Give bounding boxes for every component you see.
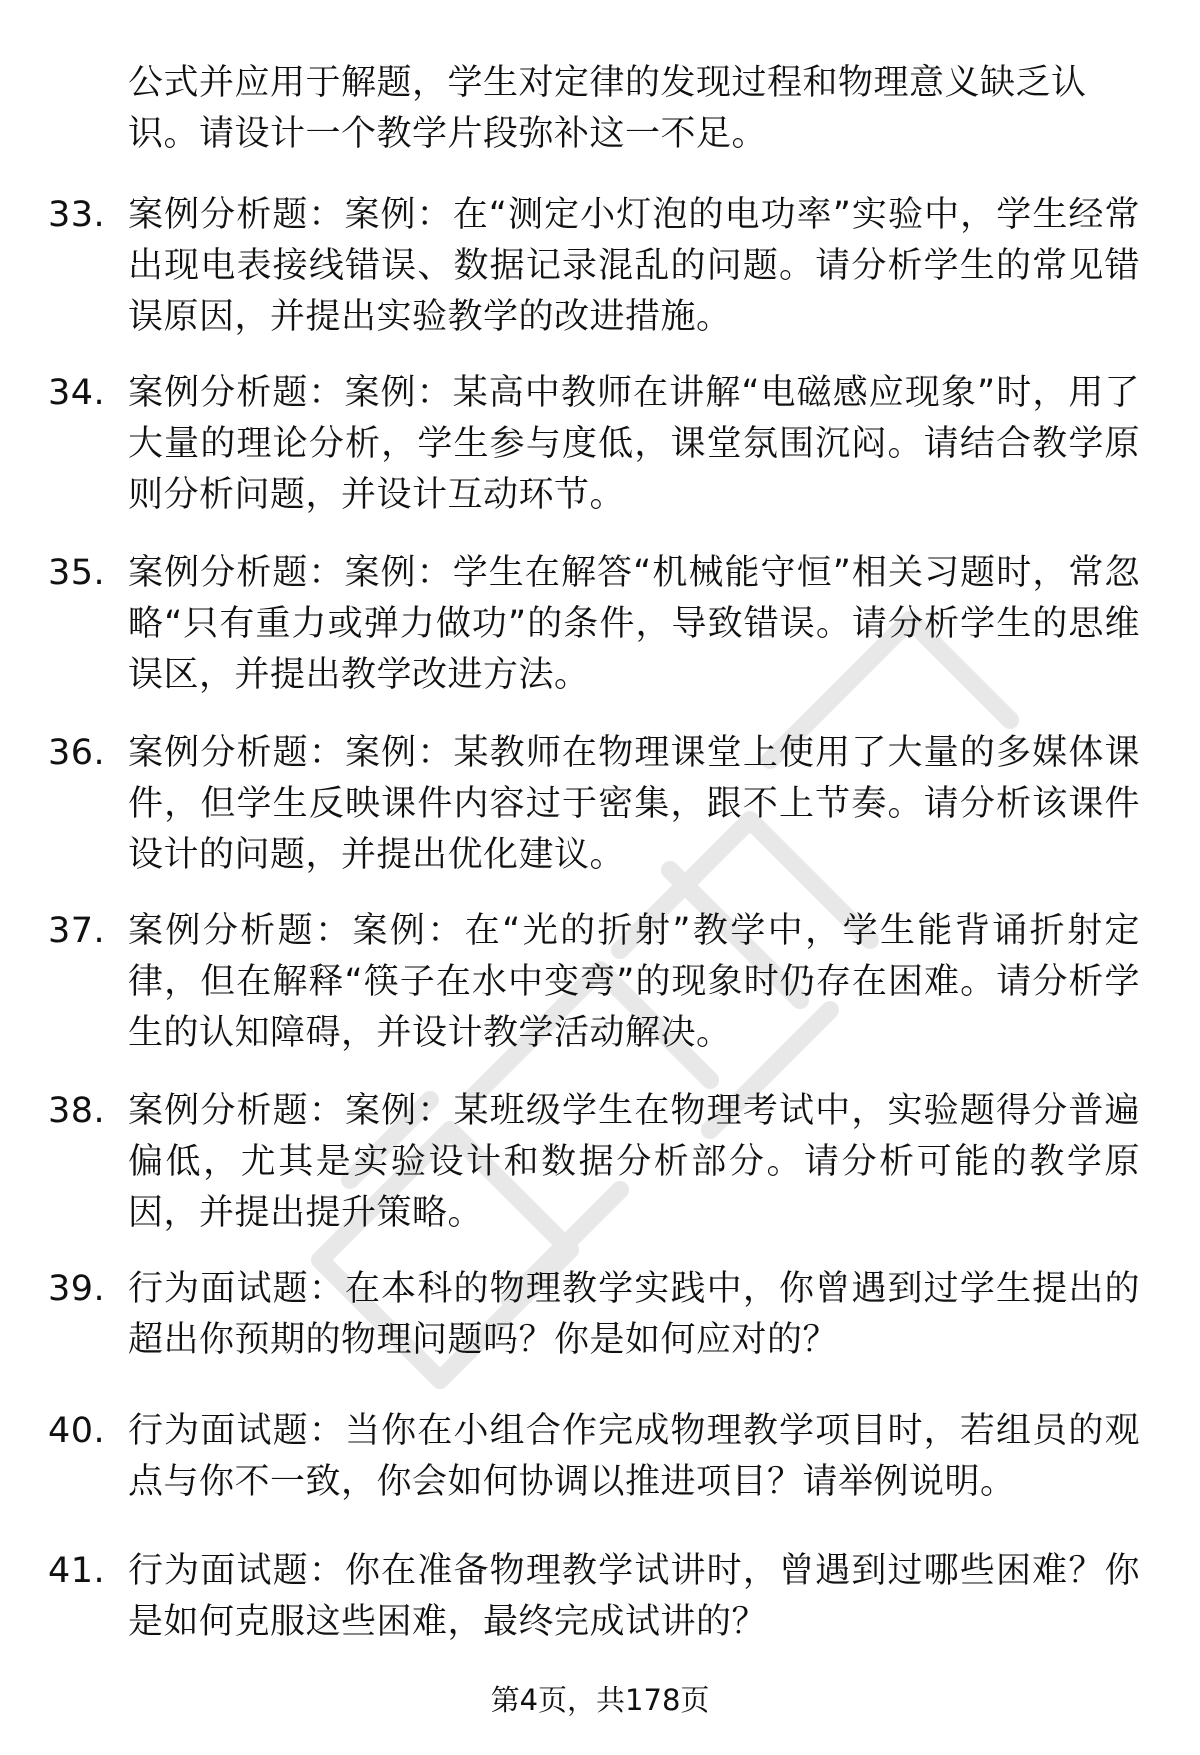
- question-text: 行为面试题：你在准备物理教学试讲时，曾遇到过哪些困难？你是如何克服这些困难，最终完成试讲的？: [128, 1551, 1140, 1642]
- question-text: 案例分析题：案例：某高中教师在讲解“电磁感应现象”时，用了大量的理论分析，学生参与度低，课堂氛围沉闷。请结合教学原则分析问题，并设计互动环节。: [128, 373, 1140, 515]
- question-number: 41.: [48, 1551, 106, 1591]
- question-item: [48, 1406, 1140, 1508]
- question-item: [48, 906, 1140, 1059]
- question-item: [48, 1546, 1140, 1648]
- question-number: 40.: [48, 1411, 106, 1451]
- question-number: 38.: [48, 1091, 106, 1131]
- question-text: 案例分析题：案例：某教师在物理课堂上使用了大量的多媒体课件，但学生反映课件内容过于密集，跟不上节奏。请分析该课件设计的问题，并提出优化建议。: [128, 733, 1140, 875]
- question-text: 案例分析题：案例：学生在解答“机械能守恒”相关习题时，常忽略“只有重力或弹力做功”的条件，导致错误。请分析学生的思维误区，并提出教学改进方法。: [128, 553, 1140, 695]
- continued-question-text: 公式并应用于解题，学生对定律的发现过程和物理意义缺乏认识。请设计一个教学片段弥补这一不足。: [128, 63, 1087, 154]
- question-item: [48, 1264, 1140, 1366]
- question-number: 39.: [48, 1269, 106, 1309]
- question-number: 33.: [48, 195, 106, 235]
- page-footer: 第4页，共178页: [490, 1683, 710, 1717]
- question-text: 案例分析题：案例：在“光的折射”教学中，学生能背诵折射定律，但在解释“筷子在水中变弯”的现象时仍存在困难。请分析学生的认知障碍，并设计教学活动解决。: [128, 911, 1140, 1053]
- question-text: 案例分析题：案例：在“测定小灯泡的电功率”实验中，学生经常出现电表接线错误、数据记录混乱的问题。请分析学生的常见错误原因，并提出实验教学的改进措施。: [128, 195, 1140, 337]
- question-item: [48, 368, 1140, 521]
- question-text: 行为面试题：在本科的物理教学实践中，你曾遇到过学生提出的超出你预期的物理问题吗？你是如何应对的？: [128, 1269, 1140, 1360]
- question-item: [48, 728, 1140, 881]
- question-number: 36.: [48, 733, 106, 773]
- question-text: 行为面试题：当你在小组合作完成物理教学项目时，若组员的观点与你不一致，你会如何协调以推进项目？请举例说明。: [128, 1411, 1140, 1502]
- question-item: [48, 190, 1140, 343]
- question-text: 案例分析题：案例：某班级学生在物理考试中，实验题得分普遍偏低，尤其是实验设计和数据分析部分。请分析可能的教学原因，并提出提升策略。: [128, 1091, 1140, 1233]
- question-number: 35.: [48, 553, 106, 593]
- question-number: 37.: [48, 911, 106, 951]
- question-number: 34.: [48, 373, 106, 413]
- question-item: [48, 548, 1140, 701]
- question-item: [48, 1086, 1140, 1239]
